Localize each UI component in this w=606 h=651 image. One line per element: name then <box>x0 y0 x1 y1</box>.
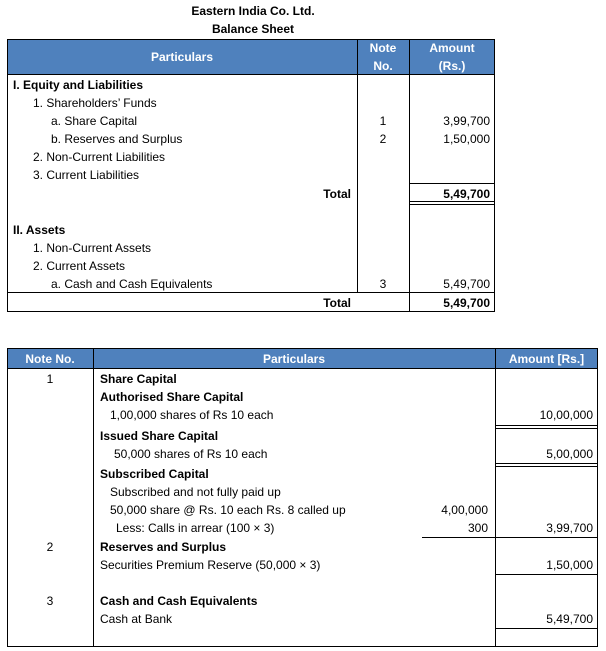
note-line-text: Cash at Bank <box>100 612 173 626</box>
note-line-heading: Authorised Share Capital <box>100 390 244 404</box>
bs-row-amount: 5,49,700 <box>443 277 490 291</box>
note-line-heading: Subscribed Capital <box>100 467 209 481</box>
notes-divider <box>7 368 598 369</box>
note-line-amount: 3,99,700 <box>546 521 593 535</box>
notes-divider <box>495 463 598 464</box>
notes-divider <box>495 348 496 647</box>
note-line-text: 50,000 shares of Rs 10 each <box>114 447 268 461</box>
bs-row-text: b. Reserves and Surplus <box>51 132 183 146</box>
note-line-text: 1,00,000 shares of Rs 10 each <box>110 408 274 422</box>
bs-header-note-1: Note <box>369 41 397 55</box>
notes-header-particulars: Particulars <box>262 352 326 366</box>
report-title: Balance Sheet <box>211 22 295 36</box>
bs-header-particulars: Particulars <box>150 50 214 64</box>
bs-row-note: 2 <box>379 132 387 146</box>
bs-total-label: Total <box>323 296 351 310</box>
note-title: Reserves and Surplus <box>100 540 227 554</box>
notes-divider <box>495 574 598 575</box>
note-line-amount: 1,50,000 <box>546 558 593 572</box>
note-number: 1 <box>46 372 54 386</box>
note-line-subamount: 4,00,000 <box>441 503 488 517</box>
bs-divider <box>409 39 410 312</box>
bs-total-amount: 5,49,700 <box>443 296 490 310</box>
bs-divider <box>7 292 495 293</box>
note-title: Share Capital <box>100 372 177 386</box>
bs-divider <box>409 204 495 205</box>
bs-row-amount: 3,99,700 <box>443 114 490 128</box>
bs-row-text: II. Assets <box>13 223 66 237</box>
bs-row-amount: 1,50,000 <box>443 132 490 146</box>
note-line-text: 50,000 share @ Rs. 10 each Rs. 8 called up <box>110 503 346 517</box>
bs-row-text: a. Share Capital <box>51 114 138 128</box>
bs-header-amount-2: (Rs.) <box>438 59 466 73</box>
notes-divider <box>422 537 598 538</box>
note-number: 3 <box>46 594 54 608</box>
note-line-text: Subscribed and not fully paid up <box>110 485 281 499</box>
bs-divider <box>409 183 495 184</box>
bs-header-note-2: No. <box>373 59 393 73</box>
note-line-amount: 5,49,700 <box>546 612 593 626</box>
note-line-subamount: 300 <box>467 521 488 535</box>
bs-total-label: Total <box>323 187 351 201</box>
bs-row-text: I. Equity and Liabilities <box>13 78 144 92</box>
bs-divider <box>7 74 495 75</box>
notes-divider <box>495 466 598 467</box>
bs-header-amount-1: Amount <box>429 41 475 55</box>
bs-row-text: 3. Current Liabilities <box>33 168 140 182</box>
note-title: Cash and Cash Equivalents <box>100 594 258 608</box>
bs-row-note: 1 <box>379 114 387 128</box>
notes-border <box>7 348 598 647</box>
note-line-amount: 5,00,000 <box>546 447 593 461</box>
notes-divider <box>495 425 598 426</box>
bs-row-text: 2. Non-Current Liabilities <box>33 150 166 164</box>
notes-divider <box>495 628 598 629</box>
notes-divider <box>495 428 598 429</box>
bs-row-text: 2. Current Assets <box>33 259 126 273</box>
bs-row-text: 1. Shareholders’ Funds <box>33 96 157 110</box>
note-line-text: Less: Calls in arrear (100 × 3) <box>116 521 275 535</box>
note-line-amount: 10,00,000 <box>539 408 593 422</box>
bs-row-text: a. Cash and Cash Equivalents <box>51 277 213 291</box>
company-name: Eastern India Co. Ltd. <box>191 4 315 18</box>
bs-total-amount: 5,49,700 <box>443 187 490 201</box>
note-line-heading: Issued Share Capital <box>100 429 219 443</box>
note-line-text: Securities Premium Reserve (50,000 × 3) <box>100 558 321 572</box>
bs-divider <box>357 39 358 293</box>
notes-divider <box>93 348 94 647</box>
bs-row-text: 1. Non-Current Assets <box>33 241 152 255</box>
notes-header-amount: Amount [Rs.] <box>508 352 585 366</box>
note-number: 2 <box>46 540 54 554</box>
bs-row-note: 3 <box>379 277 387 291</box>
notes-header-note: Note No. <box>25 352 75 366</box>
